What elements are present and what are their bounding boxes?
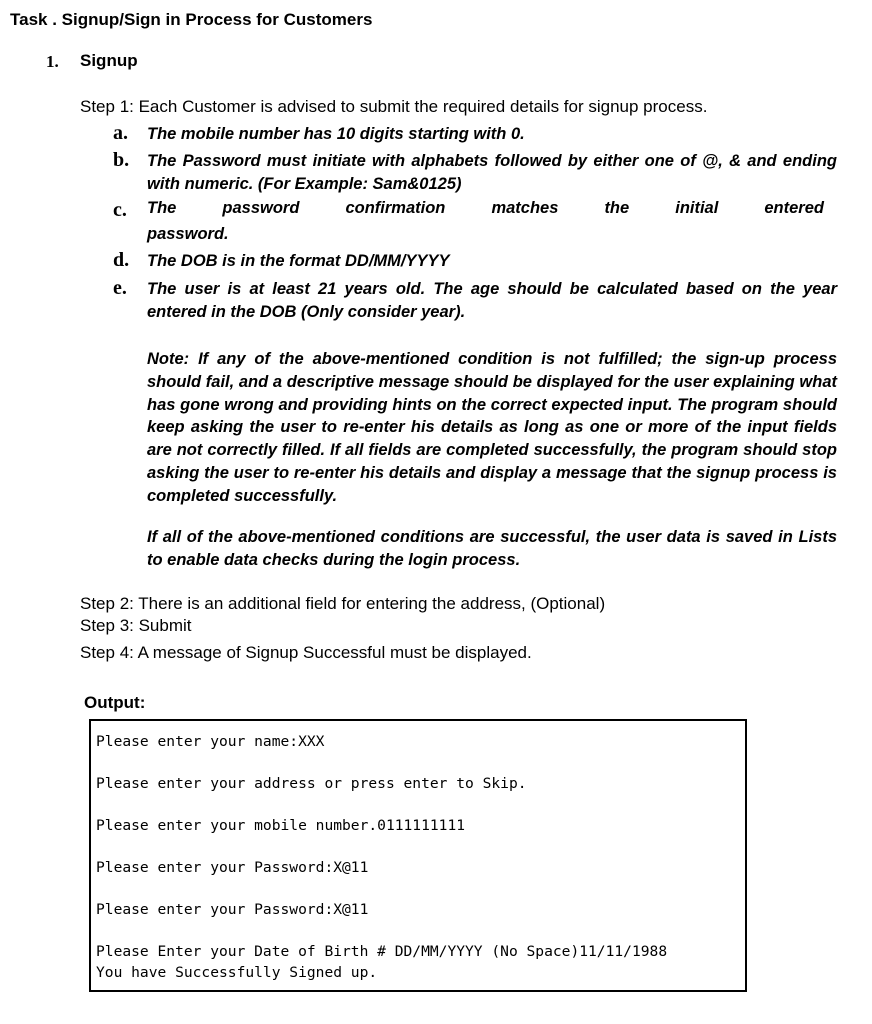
criterion-c-line: [147, 199, 824, 218]
criterion-c-word: initial: [675, 199, 719, 217]
criterion-e-text: The user is at least 21 years old. The age should be calculated based on the year entered in the DOB (Only consider year).: [147, 280, 837, 321]
criterion-b-text: The Password must initiate with alphabets followed by either one of @, & and ending with numeric. (For Example: Sam&0125): [147, 152, 837, 193]
criterion-c-word: matches: [491, 199, 559, 217]
console-line: Please enter your Password:X@11: [96, 901, 369, 918]
section-title: Signup: [80, 51, 138, 70]
criterion-b-marker: b.: [113, 149, 130, 171]
step-1: Step 1: Each Customer is advised to submit the required details for signup process.: [80, 97, 708, 116]
note-paragraph-2: If all of the above-mentioned conditions are successful, the user data is saved in Lists to enable data checks during the login process.: [147, 528, 837, 569]
criterion-c-text-end: password.: [147, 225, 229, 243]
step-3: Step 3: Submit: [80, 616, 192, 635]
criterion-d-marker: d.: [113, 249, 130, 271]
section-number: 1.: [46, 52, 59, 71]
criterion-c-word: confirmation: [345, 199, 446, 217]
criterion-a-text: The mobile number has 10 digits starting with 0.: [147, 125, 525, 143]
criterion-a-marker: a.: [113, 122, 128, 144]
console-line: Please Enter your Date of Birth # DD/MM/YYYY (No Space)11/11/1988: [96, 943, 668, 960]
criterion-c-word: password: [222, 199, 300, 217]
step-2: Step 2: There is an additional field for entering the address, (Optional): [80, 594, 606, 613]
criterion-c-word: The: [147, 199, 177, 217]
console-output-box: [89, 719, 747, 992]
criterion-c-word: the: [604, 199, 630, 217]
task-title: Task . Signup/Sign in Process for Customers: [10, 10, 373, 29]
console-line: Please enter your name:XXX: [96, 733, 325, 750]
criterion-c-word: entered: [764, 199, 824, 217]
criterion-e-marker: e.: [113, 277, 127, 299]
criterion-d-text: The DOB is in the format DD/MM/YYYY: [147, 252, 450, 270]
console-line: You have Successfully Signed up.: [96, 964, 378, 981]
criterion-c-marker: c.: [113, 199, 127, 221]
console-line: Please enter your Password:X@11: [96, 859, 369, 876]
step-4: Step 4: A message of Signup Successful must be displayed.: [80, 643, 532, 662]
note-paragraph: Note: If any of the above-mentioned condition is not fulfilled; the sign-up process should fail, and a descriptive message should be displayed for the user explaining what has gone wrong and providing hints on the correct expected input. The program should keep asking the user to re-enter his details as long as one or more of the input fields are not correctly filled. If all fields are completed successfully, the program should stop asking the user to re-enter his details and display a message that the signup process is completed successfully.: [147, 350, 837, 505]
console-line: Please enter your address or press enter to Skip.: [96, 775, 527, 792]
output-label: Output:: [84, 693, 146, 712]
console-line: Please enter your mobile number.0111111111: [96, 817, 466, 834]
